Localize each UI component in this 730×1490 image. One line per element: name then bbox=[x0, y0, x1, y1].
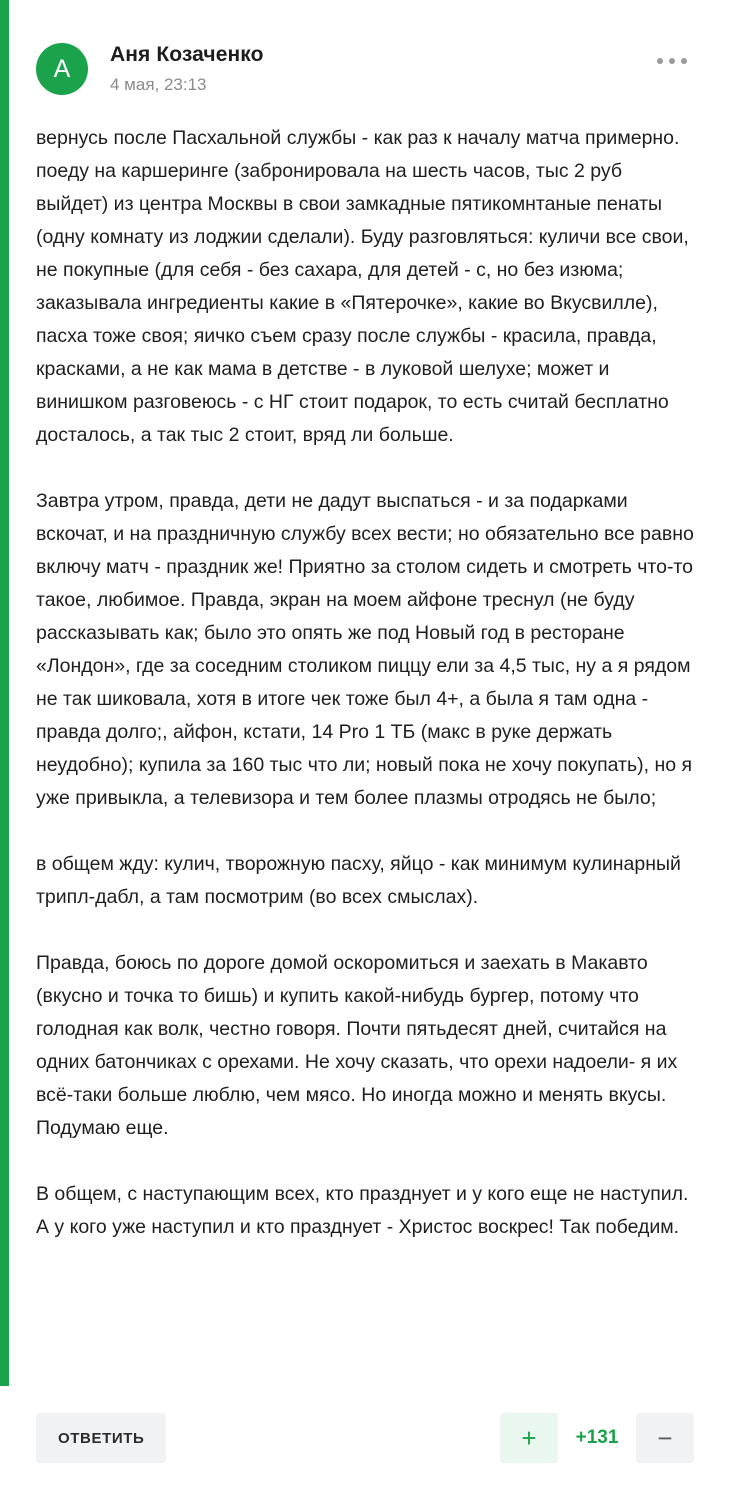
comment-body bbox=[36, 122, 700, 1244]
author-block bbox=[110, 40, 650, 96]
ellipsis-icon[interactable] bbox=[650, 46, 694, 76]
reply-button[interactable]: ОТВЕТИТЬ bbox=[36, 1413, 166, 1463]
comment-header bbox=[36, 40, 694, 104]
comment-actions-bar bbox=[0, 1386, 730, 1490]
comment-paragraph: Правда, боюсь по дороге домой оскоромиться и заехать в Макавто (вкусно и точка то бишь) и купить какой-нибудь бургер, потому что голодная как волк, честно говоря. Почти пятьдесят дней, считайся на одних батончиках с орехами. Не хочу сказать, что орехи надоели- я их всё-таки больше люблю, чем мясо. Но иногда можно и менять вкусы. Подумаю еще. bbox=[36, 952, 683, 1139]
ellipsis-dot bbox=[657, 58, 663, 64]
author-name[interactable]: Аня Козаченко bbox=[110, 43, 264, 66]
vote-score: +131 bbox=[575, 1427, 619, 1448]
comment-timestamp: 4 мая, 23:13 bbox=[110, 75, 207, 94]
comment-paragraph: в общем жду: кулич, творожную пасху, яйцо - как минимум кулинарный трипл-дабл, а там посмотрим (во всех смыслах). bbox=[36, 853, 687, 908]
avatar: A bbox=[36, 43, 88, 95]
comment-paragraph: В общем, с наступающим всех, кто празднует и у кого еще не наступил. А у кого уже наступил и кто празднует - Христос воскрес! Так победим. bbox=[36, 1183, 694, 1238]
ellipsis-dot bbox=[681, 58, 687, 64]
upvote-button[interactable]: + bbox=[500, 1413, 558, 1463]
comment-paragraph: Завтра утром, правда, дети не дадут выспаться - и за подарками вскочат, и на праздничную службу всех вести; но обязательно все равно включу матч - праздник же! Приятно за столом сидеть и смотреть что-то такое, любимое. Правда, экран на моем айфоне треснул (не буду рассказывать как; было это опять же под Новый год в ресторане «Лондон», где за соседним столиком пиццу ели за 4,5 тыс, ну а я рядом не так шиковала, хотя в итоге чек тоже был 4+, а была я там одна - правда долго;, айфон, кстати, 14 Pro 1 ТБ (макс в руке держать неудобно); купила за 160 тыс что ли; новый пока не хочу покупать), но я уже привыкла, а телевизора и тем более плазмы отродясь не было; bbox=[36, 490, 700, 809]
ellipsis-dot bbox=[669, 58, 675, 64]
vote-controls bbox=[500, 1413, 694, 1463]
comment-paragraph: вернусь после Пасхальной службы - как раз к началу матча примерно. поеду на каршеринге (забронировала на шесть часов, тыс 2 руб выйдет) из центра Москвы в свои замкадные пятикомнтаные пенаты (одну комнату из лоджии сделали). Буду разговляться: куличи все свои, не покупные (для себя - без сахара, для детей - с, но без изюма; заказывала ингредиенты какие в «Пятерочке», какие во Вкусвилле), пасха тоже своя; яичко съем сразу после службы - красила, правда, красками, а не как мама в детстве - в луковой шелухе; может и винишком разговеюсь - с НГ стоит подарок, то есть считай бесплатно досталось, а так тыс 2 стоит, вряд ли больше. bbox=[36, 127, 695, 446]
downvote-button[interactable]: − bbox=[636, 1413, 694, 1463]
